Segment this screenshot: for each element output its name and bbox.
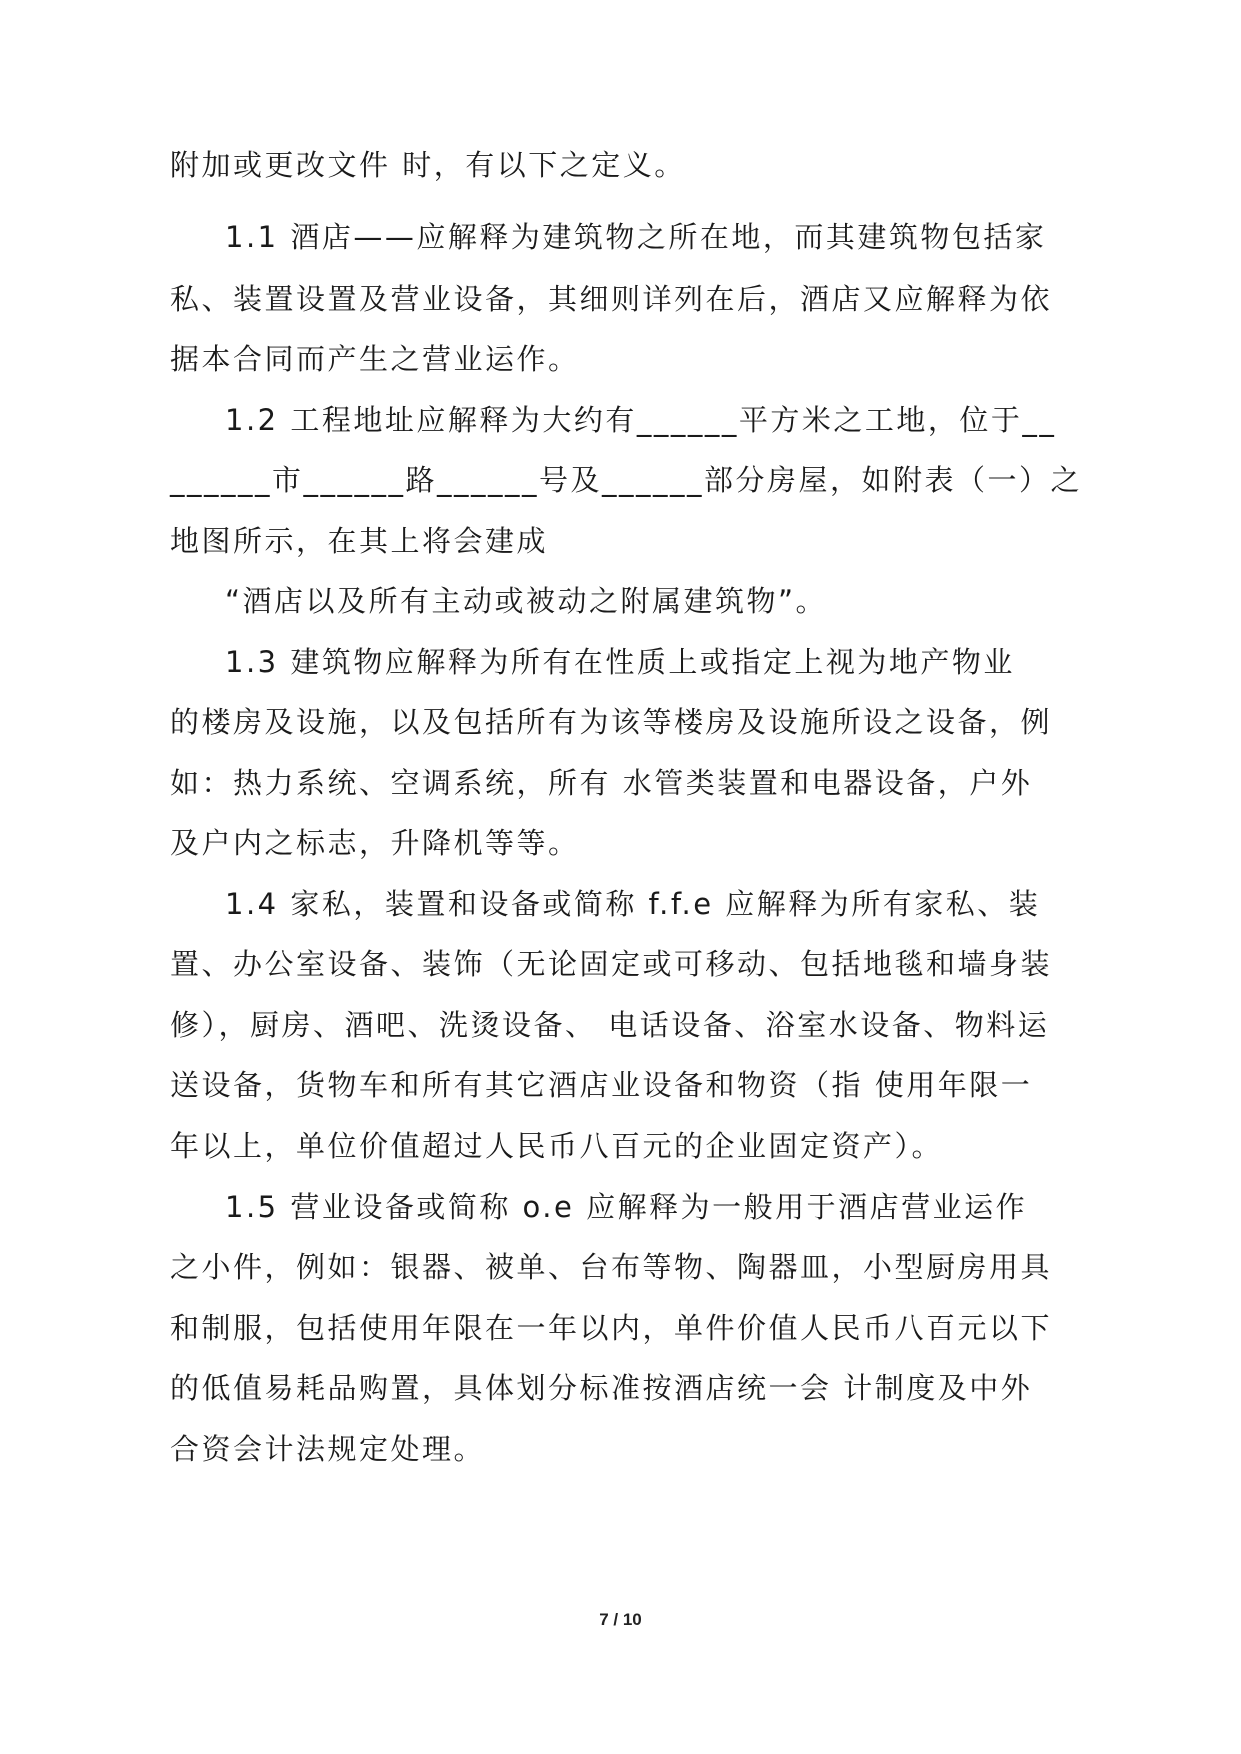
text-line: 据本合同而产生之营业运作。	[170, 342, 580, 376]
text-line: 合资会计法规定处理。	[170, 1432, 486, 1466]
section-1-2-line: 1.2 工程地址应解释为大约有______平方米之工地，位于__	[225, 403, 1057, 437]
text-line: 送设备，货物车和所有其它酒店业设备和物资（指 使用年限一	[170, 1068, 1033, 1102]
text-line: 年以上，单位价值超过人民币八百元的企业固定资产）。	[170, 1129, 944, 1163]
text-line: 地图所示，在其上将会建成	[170, 524, 549, 558]
text-line: ______市______路______号及______部分房屋，如附表（一）之	[170, 463, 1083, 497]
text-line: 的楼房及设施，以及包括所有为该等楼房及设施所设之设备，例	[170, 705, 1053, 739]
section-1-1-line: 1.1 酒店——应解释为建筑物之所在地，而其建筑物包括家	[225, 220, 1047, 254]
text-line: 置、办公室设备、装饰（无论固定或可移动、包括地毯和墙身装	[170, 947, 1053, 981]
text-line: 和制服，包括使用年限在一年以内，单件价值人民币八百元以下	[170, 1311, 1053, 1345]
section-1-5-line: 1.5 营业设备或简称 o.e 应解释为一般用于酒店营业运作	[225, 1190, 1028, 1224]
text-line: 如：热力系统、空调系统，所有 水管类装置和电器设备，户外	[170, 766, 1033, 800]
page-number: 7 / 10	[599, 1610, 642, 1629]
text-line: 附加或更改文件 时，有以下之定义。	[170, 148, 686, 182]
text-line: 修），厨房、酒吧、洗烫设备、 电话设备、浴室水设备、物料运	[170, 1008, 1050, 1042]
text-line: 之小件，例如：银器、被单、台布等物、陶器皿，小型厨房用具	[170, 1250, 1053, 1284]
section-1-3-line: 1.3 建筑物应解释为所有在性质上或指定上视为地产物业	[225, 645, 1015, 679]
text-line: 私、装置设置及营业设备，其细则详列在后，酒店又应解释为依	[170, 282, 1053, 316]
section-1-4-line: 1.4 家私，装置和设备或简称 f.f.e 应解释为所有家私、装	[225, 887, 1041, 921]
text-line: 及户内之标志，升降机等等。	[170, 826, 580, 860]
quoted-line: “酒店以及所有主动或被动之附属建筑物”。	[225, 584, 828, 618]
text-line: 的低值易耗品购置，具体划分标准按酒店统一会 计制度及中外	[170, 1371, 1033, 1405]
